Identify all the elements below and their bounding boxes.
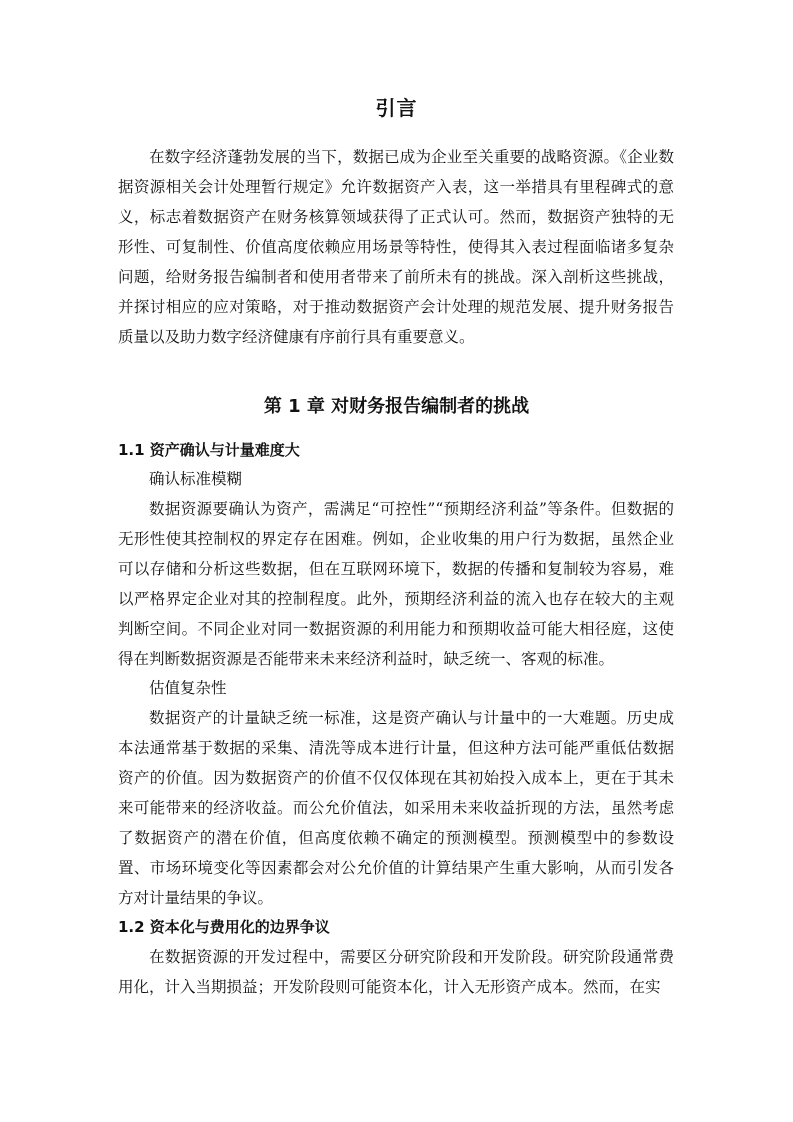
chapter-heading: 第 1 章 对财务报告编制者的挑战 [263,396,530,417]
subheading-valuation-complexity: 估值复杂性 [149,679,227,697]
paragraph-valuation-complexity: 数据资产的计量缺乏统一标准，这是资产确认与计量中的一大难题。历史成本法通常基于数据的采集、清洗等成本进行计量，但这种方法可能严重低估数据资产的价值。因为数据资产的价值不仅仅体现在其初始投入成本上，更在于其未来可能带来的经济收益。而公允价值法，如采用未来收益折现的方法，虽然考虑了数据资产的潜在价值，但高度依赖不确定的预测模型。预测模型中的参数设置、市场环境变化等因素都会对公允价值的计算结果产生重大影响，从而引发各方对计量结果的争议。 [118,709,674,907]
section-heading-1-1: 1.1 资产确认与计量难度大 [118,441,300,459]
section-heading-1-2: 1.2 资本化与费用化的边界争议 [118,918,330,936]
intro-paragraph: 在数字经济蓬勃发展的当下，数据已成为企业至关重要的战略资源。《企业数据资源相关会计处理暂行规定》允许数据资产入表，这一举措具有里程碑式的意义，标志着数据资产在财务核算领域获得了正式认可。然而，数据资产独特的无形性、可复制性、价值高度依赖应用场景等特性，使得其入表过程面临诸多复杂问题，给财务报告编制者和使用者带来了前所未有的挑战。深入剖析这些挑战，并探讨相应的应对策略，对于推动数据资产会计处理的规范发展、提升财务报告质量以及助力数字经济健康有序前行具有重要意义。 [118,148,674,346]
subheading-recognition-criteria: 确认标准模糊 [149,470,243,488]
page-title: 引言 [375,96,418,120]
paragraph-capitalization: 在数据资源的开发过程中，需要区分研究阶段和开发阶段。研究阶段通常费用化，计入当期损益；开发阶段则可能资本化，计入无形资产成本。然而，在实 [118,948,674,996]
chapter-body [118,436,674,1002]
paragraph-recognition-criteria: 数据资源要确认为资产，需满足“可控性”“预期经济利益”等条件。但数据的无形性使其控制权的界定存在困难。例如，企业收集的用户行为数据，虽然企业可以存储和分析这些数据，但在互联网环境下，数据的传播和复制较为容易，难以严格界定企业对其的控制程度。此外，预期经济利益的流入也存在较大的主观判断空间。不同企业对同一数据资源的利用能力和预期收益可能大相径庭，这使得在判断数据资源是否能带来未来经济利益时，缺乏统一、客观的标准。 [118,500,674,668]
